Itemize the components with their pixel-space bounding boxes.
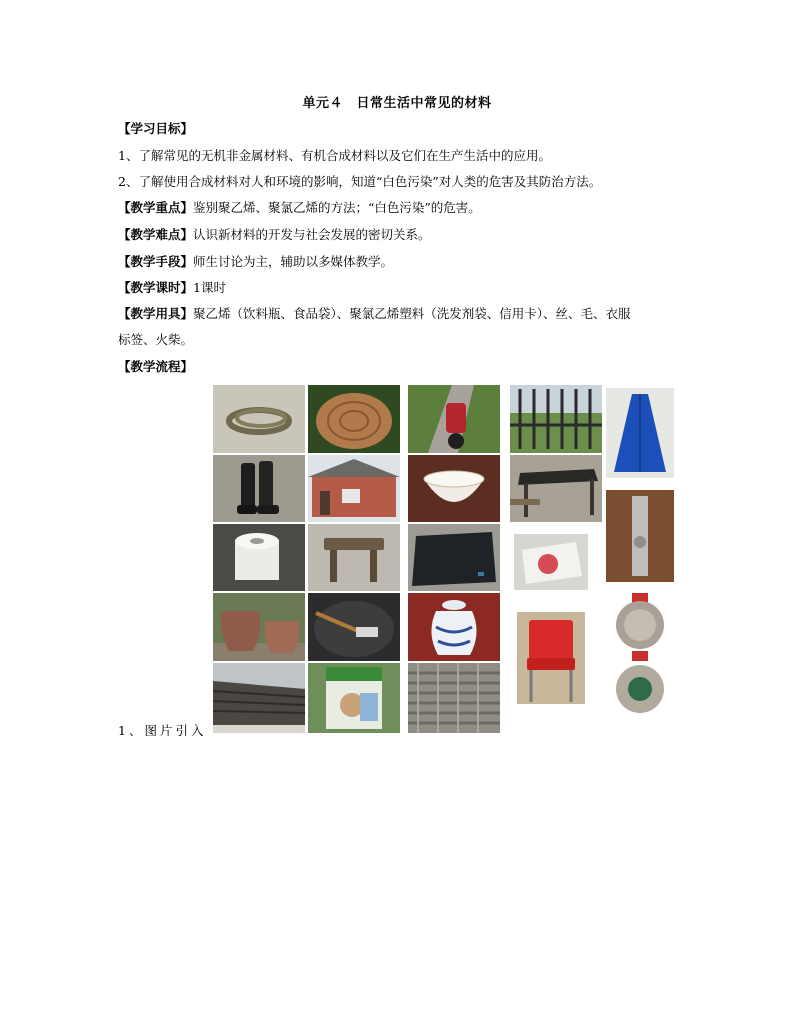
tools-text-1: 聚乙烯（饮料瓶、食品袋）、聚氯乙烯塑料（洗发剂袋、信用卡）、丝、毛、衣服 xyxy=(193,306,631,321)
photo-rubber-boots xyxy=(213,455,305,522)
photo-wooden-stool xyxy=(308,524,400,591)
difficulty-row xyxy=(118,226,431,244)
photo-scooter xyxy=(408,385,500,453)
photo-raincoat xyxy=(606,388,674,478)
photo-blue-white-jar xyxy=(408,593,500,661)
photo-laptop xyxy=(408,524,500,591)
photo-clay-pots xyxy=(213,593,305,661)
objectives-heading: 【学习目标】 xyxy=(118,121,194,136)
photo-card-box xyxy=(514,534,588,590)
objective-2: 2、了解使用合成材料对人和环境的影响，知道“白色污染”对人类的危害及其防治方法。 xyxy=(118,174,602,189)
difficulty-text: 认识新材料的开发与社会发展的密切关系。 xyxy=(193,227,431,242)
difficulty-label: 【教学难点】 xyxy=(118,227,194,242)
means-text: 师生讨论为主，辅助以多媒体教学。 xyxy=(193,254,394,269)
objective-1: 1、了解常见的无机非金属材料、有机合成材料以及它们在生产生活中的应用。 xyxy=(118,148,551,163)
page-title: 单元４ 日常生活中常见的材料 xyxy=(302,96,492,111)
key-points-label: 【教学重点】 xyxy=(118,200,194,215)
key-points-text: 鉴别聚乙烯、聚氯乙烯的方法；“白色污染”的危害。 xyxy=(193,200,481,215)
tools-row xyxy=(118,305,631,323)
photo-table xyxy=(510,455,602,522)
photo-hose xyxy=(213,385,305,453)
photo-science-book xyxy=(308,663,400,733)
photo-wok-spatula xyxy=(308,593,400,661)
hours-text: 1课时 xyxy=(193,280,226,295)
photo-roof-tiles xyxy=(213,663,305,733)
photo-fabric-texture xyxy=(408,663,500,733)
means-label: 【教学手段】 xyxy=(118,254,194,269)
photo-wood-log xyxy=(308,385,400,453)
key-points-row xyxy=(118,199,481,217)
means-row xyxy=(118,253,393,271)
tools-text-2: 标签、火柴。 xyxy=(118,332,194,347)
hours-label: 【教学课时】 xyxy=(118,280,194,295)
hours-row xyxy=(118,279,226,297)
photo-porcelain-bowl xyxy=(408,455,500,522)
step-1-caption: 1、图片引入 xyxy=(118,723,207,738)
process-heading: 【教学流程】 xyxy=(118,359,194,374)
tools-label: 【教学用具】 xyxy=(118,306,194,321)
photo-brick-house xyxy=(308,455,400,522)
photo-red-chair xyxy=(517,612,585,704)
photo-iron-fence xyxy=(510,385,602,453)
photo-door-latch xyxy=(606,490,674,582)
photo-toilet-paper xyxy=(213,524,305,591)
photo-medals xyxy=(606,593,674,720)
